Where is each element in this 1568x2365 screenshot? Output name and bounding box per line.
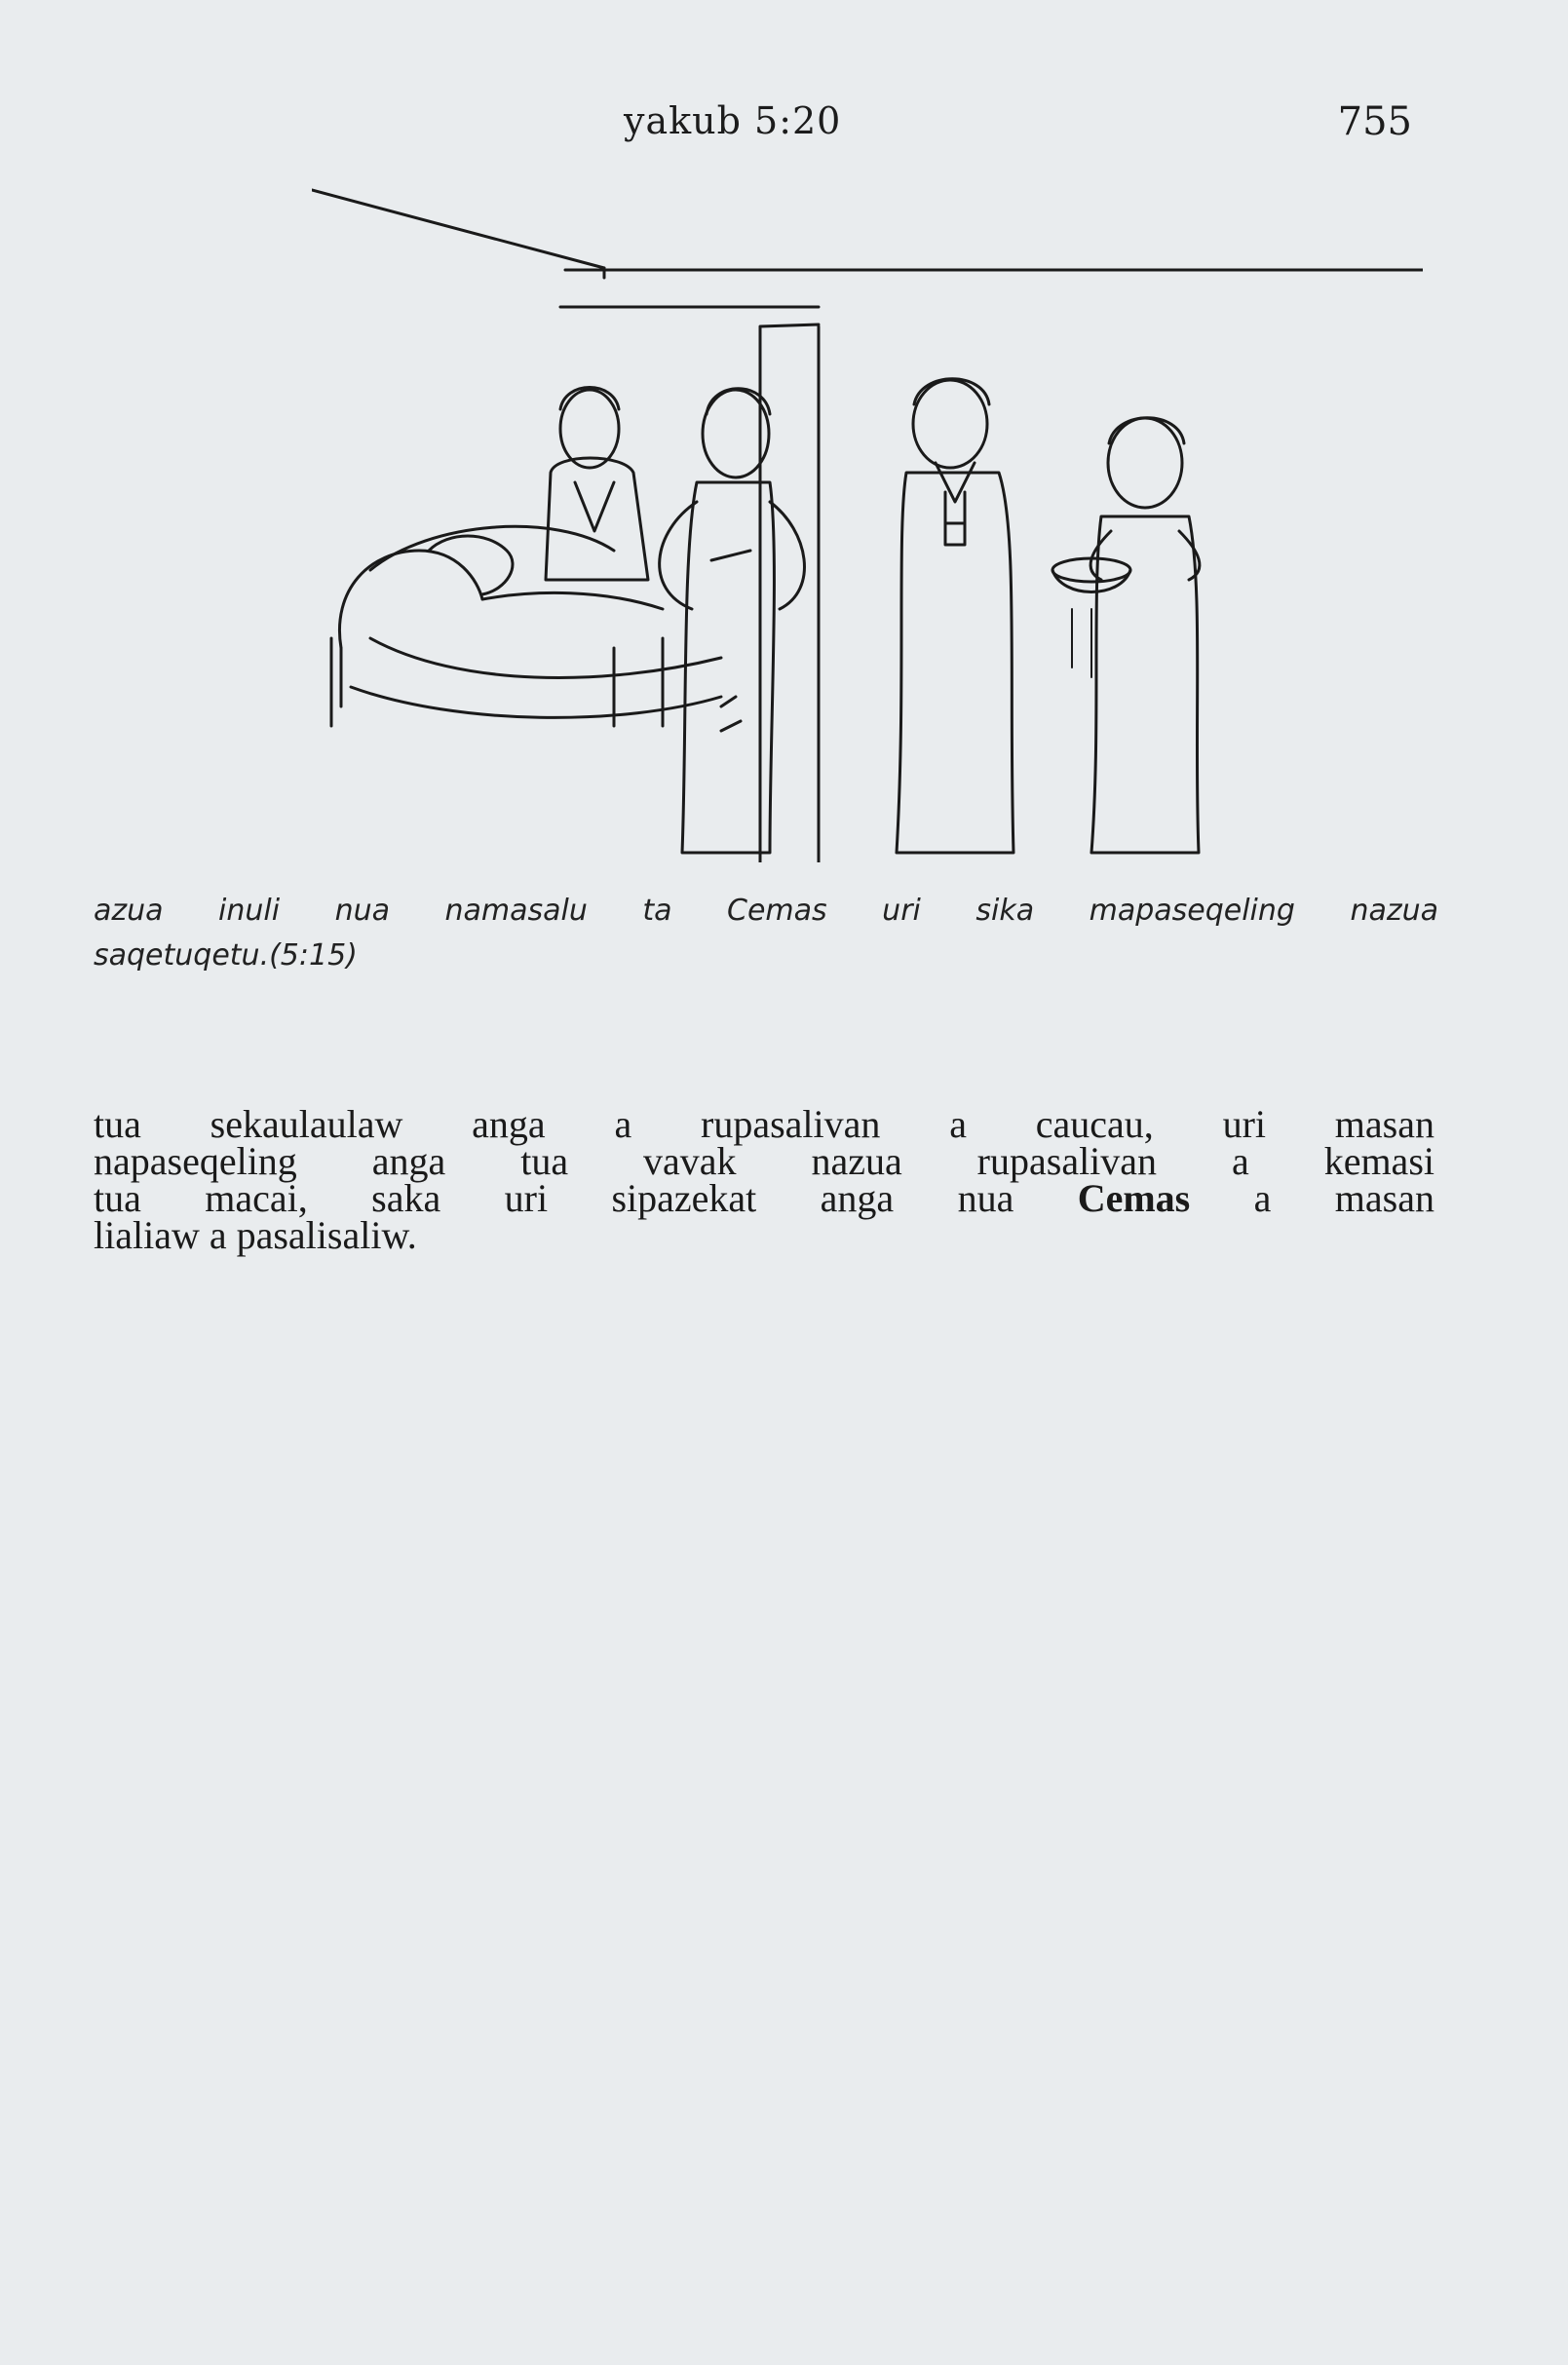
caption-line-2: saqetuqetu.(5:15) [94,938,358,973]
caption-line-1: azua inuli nua namasalu ta Cemas uri sika mapaseqeling nazua [94,894,1438,928]
running-head: yakub 5:20 [624,99,842,142]
divine-name-bold: Cemas [1077,1176,1191,1220]
page-header [0,99,1568,158]
verse-line-1: tua sekaulaulaw anga a rupasalivan a caucau, uri masan [94,1102,1434,1146]
deathbed-scene-illustration [312,180,1423,862]
verse-line-2: napaseqeling anga tua vavak nazua rupasalivan a kemasi [94,1139,1434,1183]
verse-line-4: lialiaw a pasalisaliw. [94,1213,417,1257]
verse-text [94,1102,1434,1257]
verse-line-3 [94,1176,1434,1220]
page-number: 755 [1337,99,1412,144]
illustration-caption [94,889,1438,978]
verse-line-3-end: a masan [1190,1176,1434,1220]
verse-line-3-start: tua macai, saka uri sipazekat anga nua [94,1176,1078,1220]
